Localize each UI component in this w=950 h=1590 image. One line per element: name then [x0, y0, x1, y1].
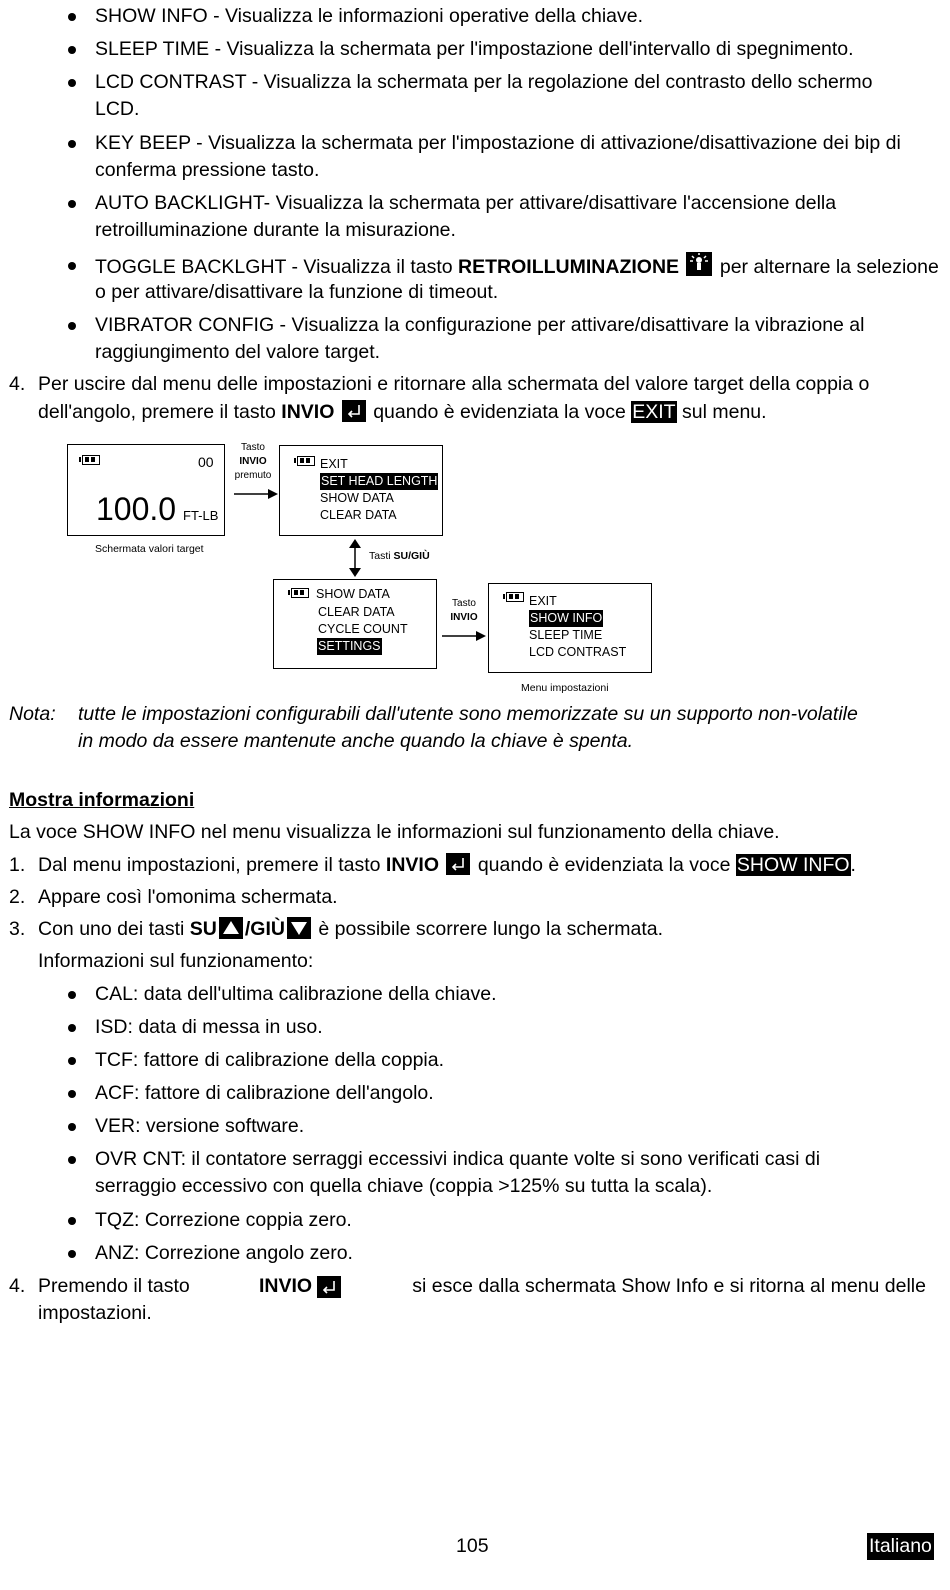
page-number: 105	[456, 1535, 489, 1557]
text: Dal menu impostazioni, premere il tasto	[38, 854, 386, 876]
battery-icon	[82, 455, 100, 465]
menu3-item-show-info: SHOW INFO	[530, 611, 603, 625]
text: TOGGLE BACKLGHT - Visualizza il tasto	[95, 256, 459, 278]
menu2-item-cycle-count: CYCLE COUNT	[318, 622, 408, 636]
text: .	[850, 854, 856, 876]
step4-line1: Per uscire dal menu delle impostazioni e ritornare alla schermata del valore target della coppia o	[38, 373, 870, 395]
highlighted-show-info: SHOW INFO	[736, 854, 850, 876]
info-item-ovr-cnt: OVR CNT: il contatore serraggi eccessivi indica quante volte si sono verificati casi di	[95, 1148, 821, 1170]
text: per alternare la selezione	[714, 256, 939, 278]
key-name: SU/GIÙ	[393, 550, 430, 562]
step4-exit	[38, 1273, 926, 1300]
right-arrow-icon	[441, 629, 487, 643]
bullet-key-beep: KEY BEEP - Visualizza la schermata per l'impostazione di attivazione/disattivazione dei bip di	[95, 132, 901, 154]
target-screen-caption: Schermata valori target	[95, 543, 204, 555]
step-number: 3.	[9, 918, 26, 940]
arrow1-label-2: INVIO	[239, 456, 267, 467]
text: Con uno dei tasti	[38, 918, 190, 940]
bullet-dot	[68, 991, 76, 999]
updown-label	[369, 548, 430, 565]
screen-value: 100.0	[96, 491, 177, 527]
menu3-item-lcd-contrast: LCD CONTRAST	[529, 645, 627, 659]
screen-code: 00	[198, 454, 214, 470]
key-name: INVIO	[281, 401, 335, 423]
battery-tip	[294, 458, 296, 463]
info-item-ovr-cnt-cont: serraggio eccessivo con quella chiave (coppia >125% su tutta la scala).	[95, 1175, 713, 1197]
bullet-dot	[68, 140, 76, 148]
bullet-dot	[68, 1090, 76, 1098]
bullet-show-info: SHOW INFO - Visualizza le informazioni operative della chiave.	[95, 5, 644, 27]
step-number: 4.	[9, 373, 26, 395]
key-name: /GIÙ	[244, 918, 285, 940]
text: Tasti	[369, 550, 394, 562]
bullet-dot	[68, 46, 76, 54]
bullet-dot	[68, 13, 76, 21]
info-item-tqz: TQZ: Correzione coppia zero.	[95, 1209, 352, 1231]
info-item-ver: VER: versione software.	[95, 1115, 305, 1137]
bullet-auto-backlight: AUTO BACKLIGHT- Visualizza la schermata per attivare/disattivare l'accensione della	[95, 192, 837, 214]
bullet-dot	[68, 1057, 76, 1065]
battery-tip	[288, 590, 290, 595]
battery-icon	[506, 592, 524, 602]
menu1-item-set-head-length: SET HEAD LENGTH	[321, 474, 438, 488]
step-number: 1.	[9, 854, 26, 876]
target-value-screen	[67, 444, 225, 536]
info-item-tcf: TCF: fattore di calibrazione della coppia.	[95, 1049, 445, 1071]
enter-key-icon	[446, 853, 470, 875]
up-down-arrow-icon	[347, 538, 363, 578]
info-item-acf: ACF: fattore di calibrazione dell'angolo.	[95, 1082, 434, 1104]
key-name: INVIO	[385, 854, 439, 876]
bullet-dot	[68, 1123, 76, 1131]
bullet-toggle-backlight-cont: o per attivare/disattivare la funzione di timeout.	[95, 281, 499, 303]
text: quando è evidenziata la voce	[472, 854, 736, 876]
menu1-item-exit: EXIT	[320, 457, 348, 471]
right-arrow-icon	[233, 487, 279, 501]
arrow1-label-1: Tasto	[241, 442, 265, 453]
step-number: 2.	[9, 886, 26, 908]
arrow2-label-2: INVIO	[450, 612, 478, 623]
up-key-icon	[219, 917, 243, 939]
bullet-lcd-contrast-cont: LCD.	[95, 98, 140, 120]
enter-key-icon	[342, 400, 366, 422]
info-item-cal: CAL: data dell'ultima calibrazione della chiave.	[95, 983, 497, 1005]
bullet-dot	[68, 1024, 76, 1032]
bullet-dot	[68, 1217, 76, 1225]
key-name: RETROILLUMINAZIONE	[458, 256, 680, 278]
step1	[38, 852, 856, 879]
menu-screen-1	[279, 445, 443, 536]
bullet-vibrator-config: VIBRATOR CONFIG - Visualizza la configurazione per attivare/disattivare la vibrazione al	[95, 314, 865, 336]
key-group	[259, 1273, 343, 1300]
note-line1: tutte le impostazioni configurabili dall'utente sono memorizzate su un supporto non-volatile	[78, 703, 858, 725]
text: Premendo il tasto	[38, 1275, 190, 1297]
step3	[38, 916, 663, 943]
enter-key-icon	[317, 1276, 341, 1298]
screen-unit: FT-LB	[183, 508, 219, 523]
backlight-key-icon	[686, 252, 712, 276]
bullet-dot	[68, 1250, 76, 1258]
bullet-toggle-backlight	[95, 252, 939, 281]
menu3-item-exit: EXIT	[529, 594, 557, 608]
battery-tip	[79, 457, 81, 462]
bullet-dot	[68, 1156, 76, 1164]
menu2-item-show-data: SHOW DATA	[316, 587, 390, 601]
info-item-isd: ISD: data di messa in uso.	[95, 1016, 323, 1038]
down-key-icon	[287, 917, 311, 939]
bullet-auto-backlight-cont: retroilluminazione durante la misurazione.	[95, 219, 456, 241]
info-item-anz: ANZ: Correzione angolo zero.	[95, 1242, 353, 1264]
bullet-vibrator-config-cont: raggiungimento del valore target.	[95, 341, 381, 363]
text: si esce dalla schermata Show Info e si ritorna al menu delle	[412, 1275, 926, 1297]
key-name: INVIO	[258, 1275, 313, 1297]
menu-screen-2	[273, 579, 437, 669]
menu3-item-sleep-time: SLEEP TIME	[529, 628, 603, 642]
section-heading: Mostra informazioni	[9, 789, 195, 811]
text: è possibile scorrere lungo la schermata.	[312, 918, 664, 940]
arrow1-label-3: premuto	[234, 470, 272, 481]
section-intro: La voce SHOW INFO nel menu visualizza le informazioni sul funzionamento della chiave.	[9, 821, 780, 843]
battery-tip	[503, 594, 505, 599]
text: quando è evidenziata la voce	[367, 401, 632, 423]
menu2-item-settings: SETTINGS	[318, 639, 381, 653]
bullet-key-beep-cont: conferma pressione tasto.	[95, 159, 320, 181]
highlighted-exit: EXIT	[632, 401, 676, 423]
menu1-item-clear-data: CLEAR DATA	[320, 508, 397, 522]
bullet-dot	[68, 200, 76, 208]
note-label: Nota:	[9, 703, 56, 725]
key-name: SU	[189, 918, 217, 940]
bullet-dot	[68, 262, 76, 270]
info-label: Informazioni sul funzionamento:	[38, 950, 314, 972]
bullet-dot	[68, 79, 76, 87]
menu2-item-clear-data: CLEAR DATA	[318, 605, 395, 619]
step2: Appare così l'omonima schermata.	[38, 886, 338, 908]
bullet-dot	[68, 322, 76, 330]
text: dell'angolo, premere il tasto	[38, 401, 282, 423]
battery-icon	[297, 456, 315, 466]
bullet-sleep-time: SLEEP TIME - Visualizza la schermata per l'impostazione dell'intervallo di spegnimento.	[95, 38, 854, 60]
step4-exit-cont: impostazioni.	[38, 1302, 152, 1324]
language-label: Italiano	[867, 1533, 934, 1560]
step-number: 4.	[9, 1275, 26, 1297]
step4-line2	[38, 399, 767, 426]
menu1-item-show-data: SHOW DATA	[320, 491, 394, 505]
text: sul menu.	[676, 401, 767, 423]
arrow2-label-1: Tasto	[452, 598, 476, 609]
bullet-lcd-contrast: LCD CONTRAST - Visualizza la schermata per la regolazione del contrasto dello schermo	[95, 71, 873, 93]
settings-menu-screen	[488, 583, 652, 673]
battery-icon	[291, 588, 309, 598]
settings-menu-caption: Menu impostazioni	[521, 682, 609, 694]
note-line2: in modo da essere mantenute anche quando la chiave è spenta.	[78, 730, 634, 752]
